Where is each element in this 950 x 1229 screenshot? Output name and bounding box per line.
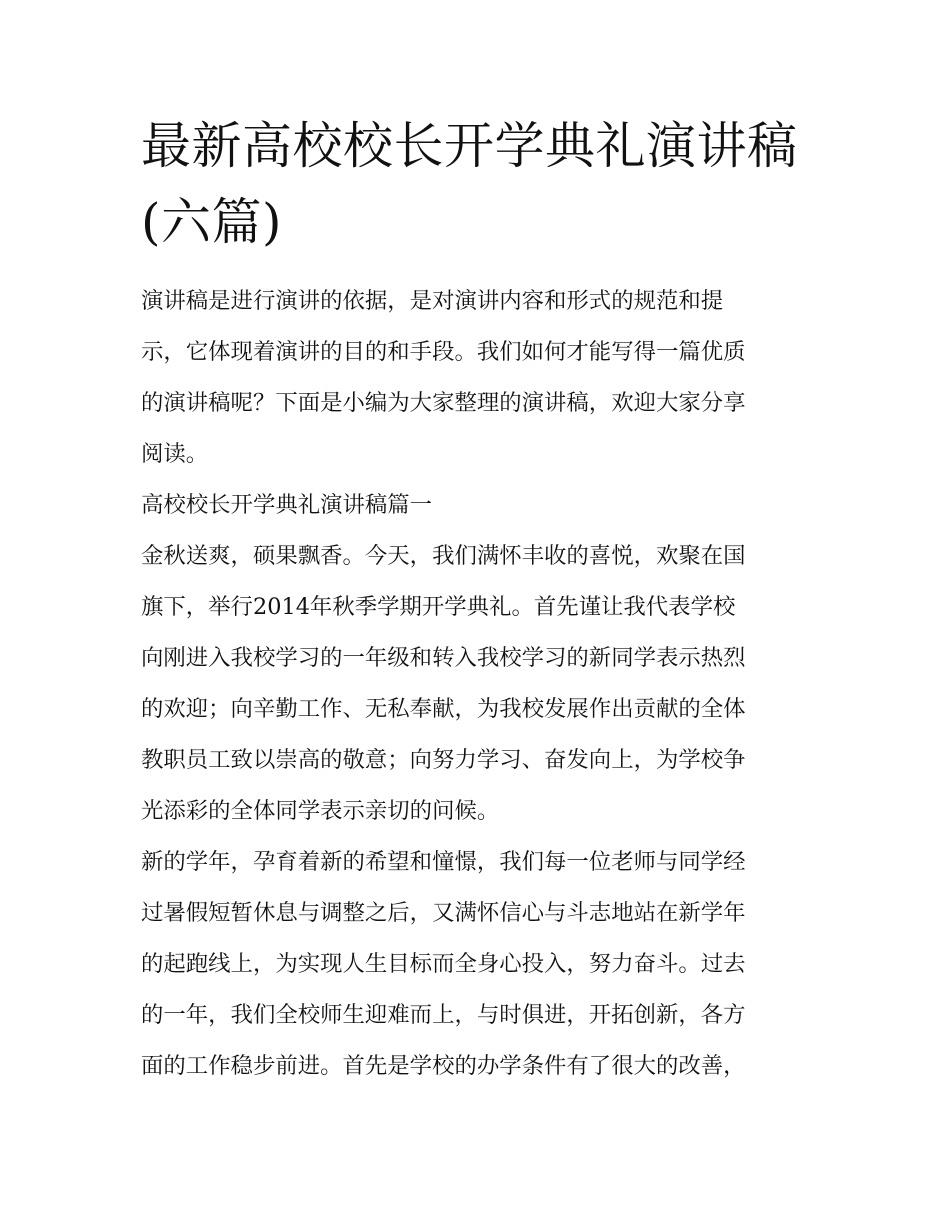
text-line: 的一年，我们全校师生迎难而上，与时俱进，开拓创新，各方 bbox=[141, 1002, 746, 1028]
text-line: 示，它体现着演讲的目的和手段。我们如何才能写得一篇优质 bbox=[141, 339, 746, 365]
text-line: 金秋送爽，硕果飘香。今天，我们满怀丰收的喜悦，欢聚在国 bbox=[141, 543, 746, 569]
section-heading bbox=[141, 480, 813, 531]
text-line: 光添彩的全体同学表示亲切的问候。 bbox=[141, 798, 500, 824]
body-paragraph bbox=[141, 837, 813, 1092]
title-line: 最新高校校长开学典礼演讲稿 bbox=[141, 117, 798, 175]
document-page bbox=[141, 108, 813, 1092]
text-line: 演讲稿是进行演讲的依据，是对演讲内容和形式的规范和提 bbox=[141, 288, 724, 314]
text-line: 阅读。 bbox=[141, 441, 209, 467]
text-line: 过暑假短暂休息与调整之后，又满怀信心与斗志地站在新学年 bbox=[141, 900, 746, 926]
text-line: 的欢迎；向辛勤工作、无私奉献，为我校发展作出贡献的全体 bbox=[141, 696, 746, 722]
text-line: 向刚进入我校学习的一年级和转入我校学习的新同学表示热烈 bbox=[141, 645, 746, 671]
text-line: 旗下，举行2014年秋季学期开学典礼。首先谨让我代表学校 bbox=[141, 594, 736, 620]
text-line: 新的学年，孕育着新的希望和憧憬，我们每一位老师与同学经 bbox=[141, 849, 746, 875]
document-title bbox=[141, 108, 813, 260]
text-line: 的演讲稿呢？下面是小编为大家整理的演讲稿，欢迎大家分享 bbox=[141, 390, 746, 416]
intro-paragraph bbox=[141, 276, 813, 480]
text-line: 教职员工致以崇高的敬意；向努力学习、奋发向上，为学校争 bbox=[141, 747, 746, 773]
title-line: (六篇) bbox=[141, 193, 283, 251]
body-paragraph bbox=[141, 531, 813, 837]
text-line: 的起跑线上，为实现人生目标而全身心投入，努力奋斗。过去 bbox=[141, 951, 746, 977]
text-line: 面的工作稳步前进。首先是学校的办学条件有了很大的改善， bbox=[141, 1053, 746, 1079]
text-line: 高校校长开学典礼演讲稿篇一 bbox=[141, 492, 433, 518]
document-body bbox=[141, 276, 813, 1092]
